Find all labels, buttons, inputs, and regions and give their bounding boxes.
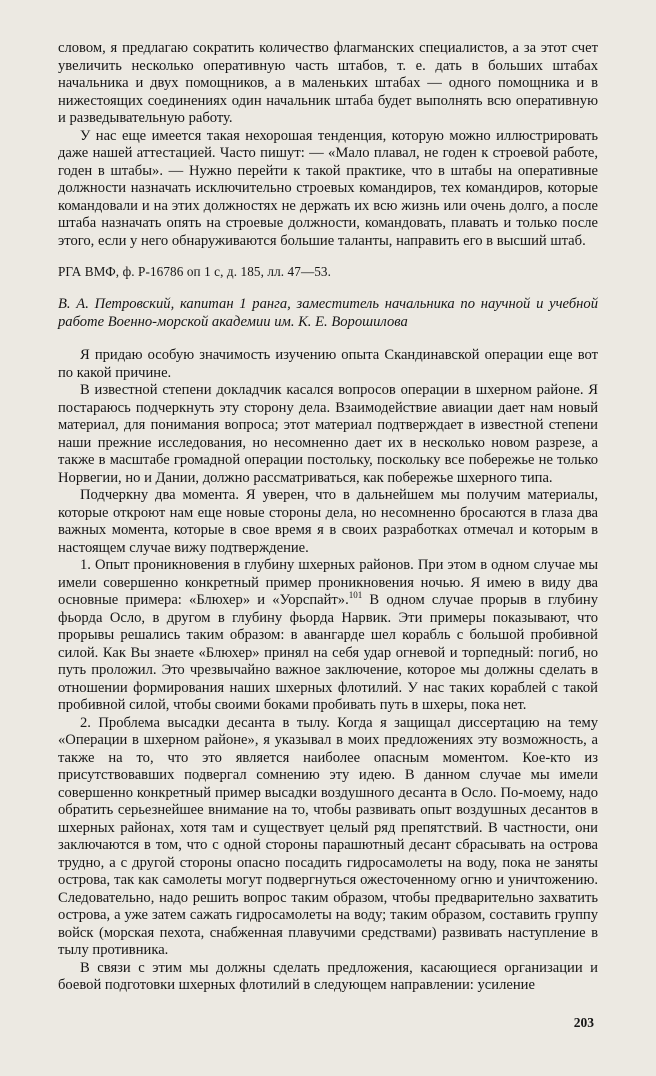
- paragraph-penetration-text-b: В одном случае прорыв в глубину фьорда Осло, в другом в глубину фьорда Нарвик. Эти примеры показывают, что прорывы решались таким образом: в авангарде шел корабль с большой пробивной силой. Как Вы знаете «Блюхер» принял на себя удар огневой и торпедный: погиб, но путь проложил. Это чрезвычайно важное заключение, которое мы должны сделать в отношении формирования наших шхерных флотилий. У нас таких кораблей с такой пробивной силой, чтобы своими боками пробивать путь в шхеры, пока нет.: [58, 592, 598, 713]
- paragraph-proposals: В связи с этим мы должны сделать предложения, касающиеся организации и боевой подготовки шхерных флотилий в следующем направлении: усиление: [58, 959, 598, 993]
- archive-source-reference: РГА ВМФ, ф. Р-16786 оп 1 с, д. 185, лл. 47—53.: [58, 264, 332, 279]
- footnote-marker: 101: [348, 590, 363, 601]
- paragraph-staff-tendency: У нас еще имеется такая нехорошая тенденция, которую можно иллюстрировать даже нашей аттестацией. Часто пишут: — «Мало плавал, не годен к строевой работе, годен в штабы». — Нужно перейти к такой практике, что в штабы на оперативные должности назначать исключительно строевых командиров, тех командиров, которые командовали и на этих должностях не держать их всю жизнь или очень долго, а после штаба назначать опять на строевые должности, командовать, плавать и только после этого, если у него обнаруживаются большие таланты, направить его в высший штаб.: [58, 127, 598, 249]
- paragraph-landing-problem: 2. Проблема высадки десанта в тылу. Когда я защищал диссертацию на тему «Операции в шхерном районе», я указывал в моих предложениях эту возможность, а также на то, что это является наиболее опасным моментом. Кое-кто из присутствовавших подвергал сомнению эту идею. В данном случае мы имели совершенно конкретный пример высадки воздушного десанта в Осло. По-моему, надо обратить серьезнейшее внимание на то, чтобы развивать опыт воздушных десантов в шхерных районах, хотя там и существует целый ряд препятствий. В частности, они заключаются в том, что с одной стороны парашютный десант сбрасывать на острова трудно, а с другой стороны опасно посадить гидросамолеты на воду, пока не заняты острова, так как самолеты могут подвергнуться ожесточенному огню и уничтожению. Следовательно, надо решить вопрос таким образом, чтобы предварительно захватить острова, а уже затем сажать гидросамолеты на воду; таким образом, составить группу войск (морская пехота, снабженная плавучими средствами) развивать наступление в тылу противника.: [58, 714, 598, 958]
- speaker-heading: В. А. Петровский, капитан 1 ранга, заместитель начальника по научной и учебной работе Военно-морской академии им. К. Е. Ворошилова: [58, 296, 598, 330]
- paragraph-penetration: [58, 557, 598, 715]
- paragraph-two-moments: Подчеркну два момента. Я уверен, что в дальнейшем мы получим материалы, которые откроют нам еще новые стороны дела, но несомненно бросаются в глаза два важных момента, которые в свое время я в своих разработках отмечал и которым в настоящем случае вижу подтверждение.: [58, 487, 598, 556]
- page-number: 203: [573, 1015, 594, 1030]
- paragraph-scandinavian-operation: Я придаю особую значимость изучению опыта Скандинавской операции еще вот по какой причине.: [58, 347, 598, 381]
- paragraph-skerry-region: В известной степени докладчик касался вопросов операции в шхерном районе. Я постараюсь подчеркнуть эту сторону дела. Взаимодействие авиации дает нам новый материал, для понимания вопроса; этот материал подтверждает в известной степени наши прежние исследования, но несомненно дает их в несколько новом разрезе, а также в масштабе громадной операции постольку, поскольку все побережье не только Норвегии, но и Дании, должно рассматриваться, как побережье шхерного типа.: [58, 382, 598, 486]
- paragraph-penetration-text-a: 1. Опыт проникновения в глубину шхерных районов. При этом в одном случае мы имели совершенно конкретный пример проникновения ночью. Я имею в виду два основные примера: «Блюхер» и «Уорспайт».: [58, 557, 598, 608]
- paragraph-continuation: словом, я предлагаю сократить количество флагманских специалистов, а за этот счет увеличить несколько оперативную часть штабов, т. е. дать в больших штабах начальника и двух помощников, а в маленьких штабах — одного помощника и в нижестоящих соединениях один начальник штаба будет выполнять всю оперативную и разведывательную работу.: [58, 40, 598, 126]
